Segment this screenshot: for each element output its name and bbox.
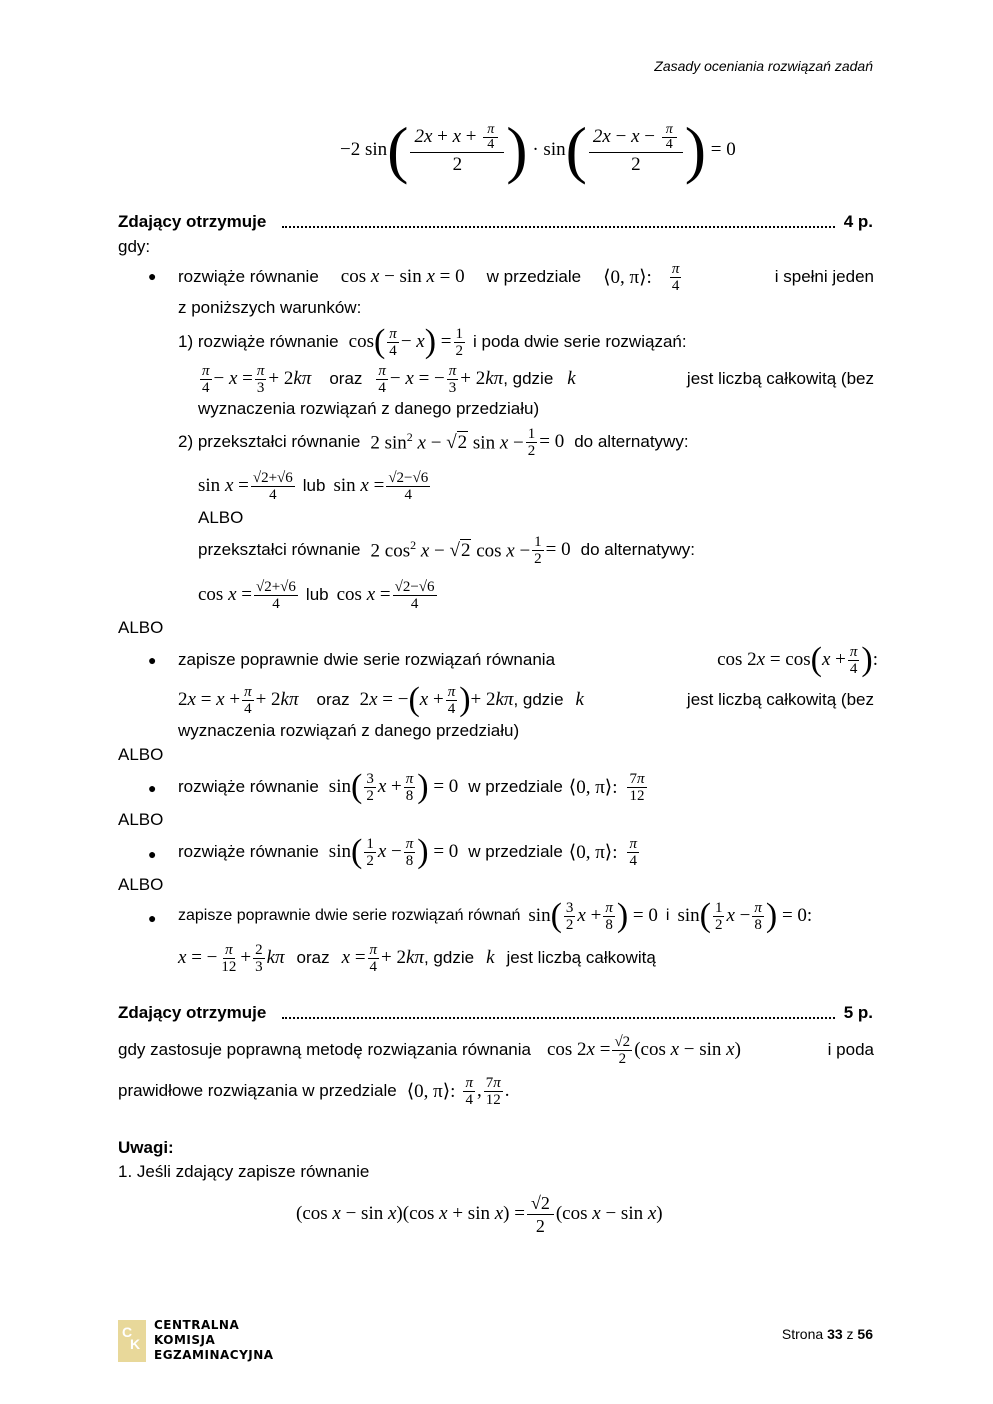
uwagi-title: Uwagi:: [118, 1138, 174, 1157]
dotted-leader: [282, 1003, 835, 1019]
condition1-line2: $\frac{\pi}{4}$ − x = $\frac{\pi}{3}$ + 2kπ oraz $\frac{\pi}{4}$ − x = − $\frac{\pi}{3}$ + 2kπ , gdzie k jest liczbą całkowitą (bez: [202, 362, 874, 396]
cke-logo-text: CENTRALNA KOMISJA EGZAMINACYJNA: [154, 1318, 274, 1362]
condition2-alt1: sin x = $\frac{√2+√6}{4}$ lub sin x = $\frac{√2-√6}{4}$: [198, 469, 429, 503]
page-number: Strona 33 z 56: [781, 1326, 873, 1342]
section5-line2: prawidłowe rozwiązania w przedziale ⟨0, π⟩: $\frac{\pi}{4}$ , $\frac{7\pi}{12}$ .: [118, 1074, 510, 1108]
bullet-4: ●: [148, 846, 157, 862]
section4-heading: [0, 212, 993, 234]
condition2-alt2: cos x = $\frac{√2+√6}{4}$ lub cos x = $\frac{√2-√6}{4}$: [198, 578, 435, 612]
albo-4: ALBO: [118, 875, 164, 894]
bullet5-line2: x = − $\frac{\pi}{12}$ + $\frac{2}{3}$ kπ oraz x = $\frac{\pi}{4}$ + 2kπ , gdzie k jest liczbą całkowitą: [178, 941, 656, 975]
bullet1-line1: rozwiąże równanie cos x − sin x = 0 w przedziale ⟨0, π⟩: $\frac{\pi}{4}$ i spełni jeden: [178, 260, 874, 294]
uwagi-item1: 1. Jeśli zdający zapisze równanie: [118, 1162, 370, 1181]
albo-3: ALBO: [118, 810, 164, 829]
section5-title: Zdający otrzymuje: [118, 1003, 267, 1022]
cke-logo-mark: C K: [118, 1320, 146, 1362]
uwagi-equation: (cos x − sin x)(cos x + sin x) = $\frac{√2}{2}$ (cos x − sin x): [296, 1192, 663, 1236]
bullet2-line2: 2x = x + $\frac{\pi}{4}$ + 2kπ oraz 2x = − ( x + $\frac{\pi}{4}$ ) + 2kπ , gdzie k jest liczbą całkowitą (bez: [178, 681, 874, 718]
cke-logo: [118, 1318, 274, 1363]
section5-line1: gdy zastosuje poprawną metodę rozwiązania równania cos 2x = $\frac{√2}{2}$ (cos x − sin x) i poda: [118, 1033, 874, 1067]
bullet2-line1: zapisze poprawnie dwie serie rozwiązań równania cos 2x = cos ( x + $\frac{\pi}{4}$ ) :: [178, 641, 878, 678]
albo-inner: ALBO: [198, 508, 244, 527]
albo-2: ALBO: [118, 745, 164, 764]
page-header: Zasady oceniania rozwiązań zadań: [654, 58, 873, 74]
bullet-5: ●: [148, 910, 157, 926]
bullet3-line: rozwiąże równanie sin ( $\frac{3}{2}$ x + $\frac{\pi}{8}$ ) = 0 w przedziale ⟨0, π⟩: $\frac{7\pi}{12}$: [178, 768, 645, 805]
bullet4-line: rozwiąże równanie sin ( $\frac{1}{2}$ x − $\frac{\pi}{8}$ ) = 0 w przedziale ⟨0, π⟩: $\frac{\pi}{4}$: [178, 833, 637, 870]
dotted-leader: [282, 212, 835, 228]
bullet-3: ●: [148, 780, 157, 796]
top-equation: −2 sin ( 2x + x + $\frac{\pi}{4}$ 2 ) · sin ( 2x − x − $\frac{\pi}{4}$ 2 ) = 0: [340, 114, 736, 185]
section5-points: 5 p.: [843, 1003, 873, 1022]
condition1-line3: wyznaczenia rozwiązań z danego przedziału): [198, 399, 540, 418]
bullet1-line2: z poniższych warunków:: [178, 298, 362, 317]
section5-heading: [0, 1003, 993, 1025]
bullet2-line3: wyznaczenia rozwiązań z danego przedziału): [178, 721, 520, 740]
gdy-label: gdy:: [118, 237, 151, 256]
condition2-line2: przekształci równanie 2 $\cos^2 x - √2$ cos x − $\frac{1}{2}$ = 0 do alternatywy:: [198, 533, 695, 567]
bullet5-line1: zapisze poprawnie dwie serie rozwiązań równań sin ( $\frac{3}{2}$ x + $\frac{\pi}{8}$ ) = 0 i sin ( $\frac{1}{2}$ x − $\frac{\pi}{8}$ ) = 0:: [178, 897, 813, 934]
bullet-2: ●: [148, 652, 157, 668]
condition1-line1: 1) rozwiąże równanie cos ( $\frac{\pi}{4}$ − x ) = $\frac{1}{2}$ i poda dwie serie rozwiązań:: [178, 323, 687, 360]
condition2-line1: 2) przekształci równanie 2 $\sin^2 x - √2$ sin x − $\frac{1}{2}$ = 0 do alternatywy:: [178, 425, 689, 459]
albo-1: ALBO: [118, 618, 164, 637]
section4-title: Zdający otrzymuje: [118, 212, 267, 231]
bullet-1: ●: [148, 268, 157, 284]
section4-points: 4 p.: [843, 212, 873, 231]
